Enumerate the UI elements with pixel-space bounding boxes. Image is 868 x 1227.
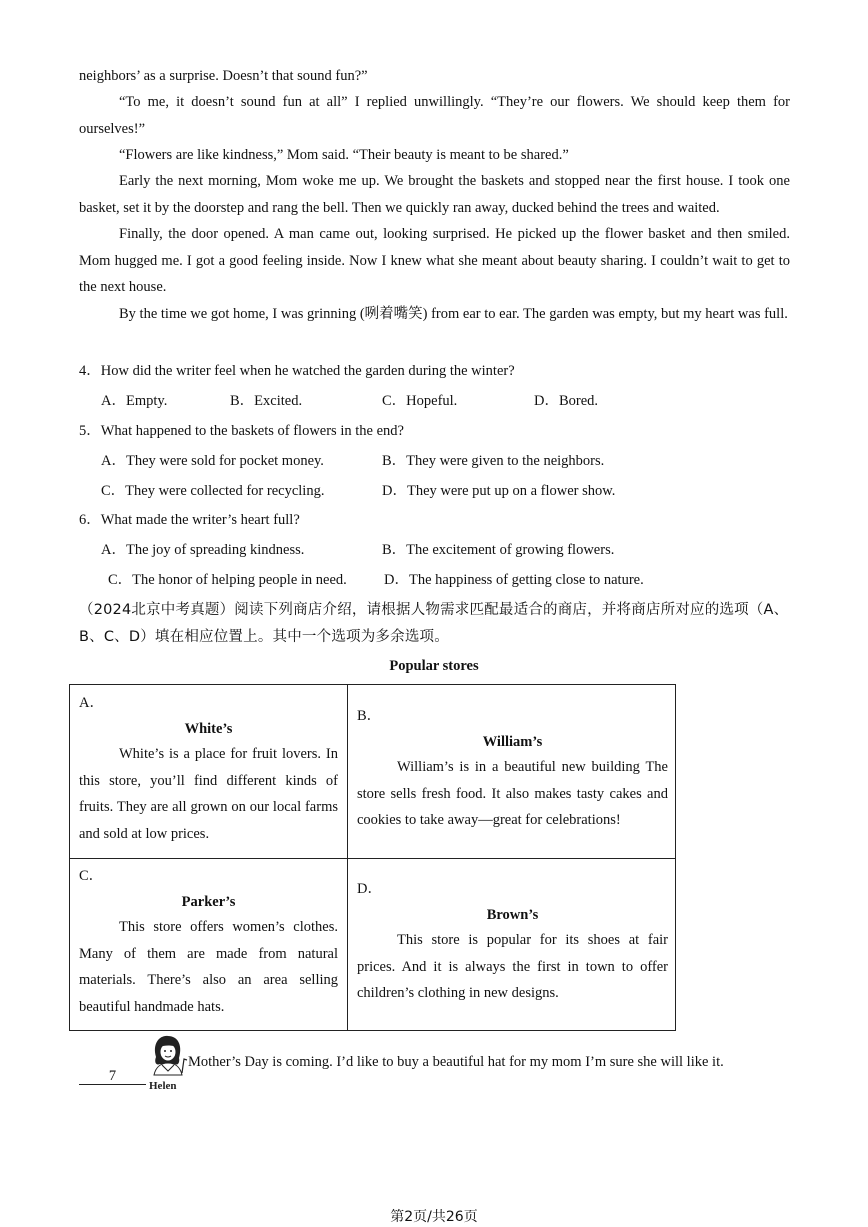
- store-cell-c: [70, 866, 347, 1020]
- store-description: William’s is in a beautiful new building The store sells fresh food. It also makes tasty cakes and cookies to take away—great for celebrations!: [357, 759, 668, 828]
- option-5b[interactable]: B．They were given to the neighbors.: [382, 453, 605, 469]
- table-title: Popular stores: [389, 658, 479, 674]
- table-divider-horizontal: [70, 858, 675, 859]
- question-text: What happened to the baskets of flowers in the end?: [100, 423, 404, 439]
- option-6b[interactable]: B．The excitement of growing flowers.: [382, 542, 615, 558]
- girl-icon: [146, 1033, 188, 1091]
- question-4: [79, 361, 515, 381]
- story-paragraph-6: By the time we got home, I was grinning (咧着嘴笑) from ear to ear. The garden was empty, but my heart was full.: [119, 306, 788, 322]
- store-description: This store offers women’s clothes. Many of them are made from natural materials. There’s also an area selling beautiful handmade hats.: [79, 919, 338, 1015]
- page-footer: 第2页/共26页: [390, 1209, 478, 1225]
- store-cell-d: [348, 879, 677, 1007]
- question-text: How did the writer feel when he watched the garden during the winter?: [100, 363, 515, 379]
- answer-blank-7[interactable]: [79, 1068, 146, 1085]
- option-6a[interactable]: A．The joy of spreading kindness.: [101, 542, 305, 558]
- option-4d[interactable]: D．Bored.: [534, 393, 599, 409]
- store-name: Parker’s: [181, 894, 236, 910]
- question-number: 7: [108, 1068, 117, 1084]
- store-letter: C．: [79, 868, 104, 884]
- helen-illustration: [146, 1033, 188, 1091]
- helen-statement: Mother’s Day is coming. I’d like to buy a beautiful hat for my mom I’m sure she will like it.: [188, 1054, 724, 1070]
- story-paragraph-5: Finally, the door opened. A man came out, looking surprised. He picked up the flower basket and then smiled. Mom hugged me. I got a good feeling inside. Now I knew what she meant about beauty sharing. I couldn’t wait to get to the next house.: [79, 226, 790, 295]
- store-name: White’s: [184, 721, 233, 737]
- question-5: [79, 421, 404, 441]
- question-number: 6．: [79, 512, 101, 528]
- option-6c[interactable]: C．The honor of helping people in need.: [108, 572, 347, 588]
- store-cell-a: [70, 693, 347, 847]
- store-name: William’s: [482, 734, 543, 750]
- question-number: 4．: [79, 363, 101, 379]
- option-5c[interactable]: C．They were collected for recycling.: [101, 483, 325, 499]
- story-paragraph-1: neighbors’ as a surprise. Doesn’t that sound fun?”: [79, 68, 368, 84]
- story-paragraph-2: “To me, it doesn’t sound fun at all” I replied unwillingly. “They’re our flowers. We should keep them for ourselves!”: [79, 94, 790, 137]
- question-text: What made the writer’s heart full?: [100, 512, 300, 528]
- option-5a[interactable]: A．They were sold for pocket money.: [101, 453, 324, 469]
- store-letter: B．: [357, 708, 382, 724]
- option-5d[interactable]: D．They were put up on a flower show.: [382, 483, 616, 499]
- story-paragraph-3: “Flowers are like kindness,” Mom said. “Their beauty is meant to be shared.”: [119, 147, 569, 163]
- store-name: Brown’s: [486, 907, 539, 923]
- question-number: 5．: [79, 423, 101, 439]
- store-letter: A．: [79, 695, 104, 711]
- option-4b[interactable]: B．Excited.: [230, 393, 303, 409]
- section-instruction: （2024北京中考真题）阅读下列商店介绍，请根据人物需求匹配最适合的商店，并将商店所对应的选项（A、B、C、D）填在相应位置上。其中一个选项为多余选项。: [79, 602, 789, 645]
- stores-table: [69, 684, 676, 1031]
- option-4a[interactable]: A．Empty.: [101, 393, 168, 409]
- helen-name-label: Helen: [149, 1080, 177, 1091]
- store-description: White’s is a place for fruit lovers. In this store, you’ll find different kinds of fruits. They are all grown on our local farms and sold at low prices.: [79, 746, 338, 842]
- store-cell-b: [348, 706, 677, 834]
- option-4c[interactable]: C．Hopeful.: [382, 393, 458, 409]
- question-6: [79, 510, 300, 530]
- option-6d[interactable]: D．The happiness of getting close to nature.: [384, 572, 644, 588]
- store-letter: D．: [357, 881, 382, 897]
- store-description: This store is popular for its shoes at fair prices. And it is always the first in town to offer children’s clothing in new designs.: [357, 932, 668, 1001]
- story-paragraph-4: Early the next morning, Mom woke me up. We brought the baskets and stopped near the first house. I took one basket, set it by the doorstep and rang the bell. Then we quickly ran away, ducked behind the trees and waited.: [79, 173, 790, 216]
